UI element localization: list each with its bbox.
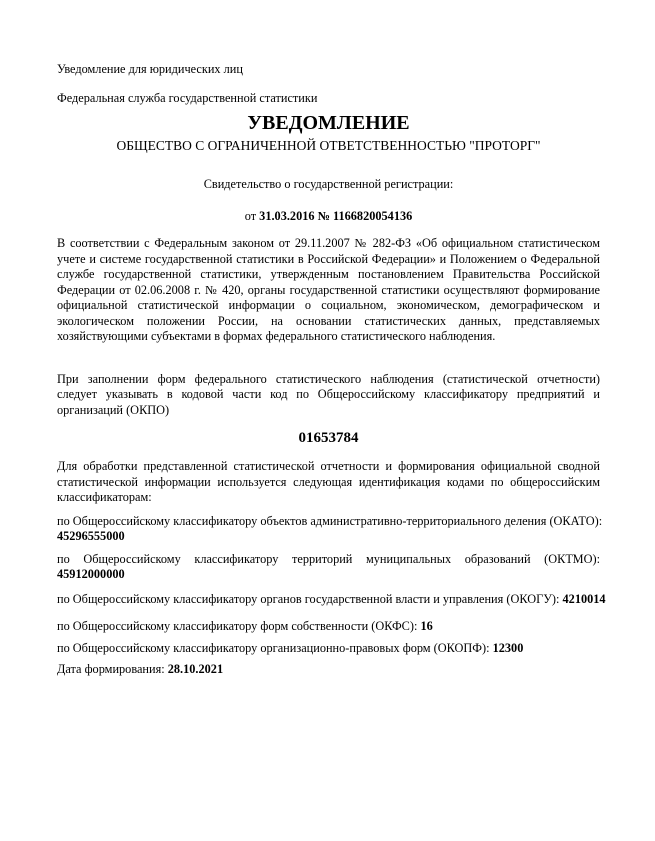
audience-note: Уведомление для юридических лиц — [57, 62, 243, 76]
classifier-okopf-value: 12300 — [492, 640, 524, 655]
classifier-okato-label: по Общероссийскому классификатору объектов административно-территориального деления (ОКАТО): — [57, 513, 603, 528]
classifier-okato — [57, 513, 603, 545]
registration-value: 31.03.2016 № 1166820054136 — [259, 208, 413, 223]
formation-date-value: 28.10.2021 — [167, 662, 224, 676]
classifier-oktmo-value: 45912000000 — [57, 567, 125, 581]
document-title: УВЕДОМЛЕНИЕ — [247, 112, 410, 134]
classifier-oktmo-label: по Общероссийскому классификатору территорий муниципальных образований (ОКТМО): — [57, 551, 600, 566]
classifier-okfs-value: 16 — [420, 619, 433, 633]
classifier-okogu — [57, 591, 606, 608]
registration-prefix: от — [244, 208, 257, 223]
formation-date — [57, 662, 600, 678]
formation-date-label: Дата формирования: — [57, 662, 165, 676]
classifier-okopf-label: по Общероссийскому классификатору организационно-правовых форм (ОКОПФ): — [57, 640, 490, 655]
okpo-instruction-paragraph: При заполнении форм федерального статистического наблюдения (статистической отчетности) следует указывать в кодовой части код по Общероссийскому классификатору предприятий и организаций (ОКПО) — [57, 371, 600, 417]
classifier-okfs — [57, 619, 600, 635]
registration-date-number — [57, 209, 600, 225]
classifier-okogu-value: 4210014 — [562, 591, 606, 606]
classifier-okfs-label: по Общероссийскому классификатору форм собственности (ОКФС): — [57, 619, 418, 633]
legal-basis-paragraph: В соответствии с Федеральным законом от 29.11.2007 № 282-ФЗ «Об официальном статистическом учете и системе государственной статистики в Российской Федерации» и Положением о Федеральной службе государственной статистики, утвержденным постановлением Правительства Российской Федерации от 02.06.2008 г. № 420, органы государственной статистики осуществляют формирование официальной статистической информации о социальном, экономическом, демографическом и экологическом положении России, на основании статистических данных, представляемых хозяйствующими субъектами в формах федерального статистического наблюдения. — [57, 236, 600, 343]
classifier-okato-value: 45296555000 — [57, 529, 125, 543]
registration-heading: Свидетельство о государственной регистрации: — [203, 177, 454, 191]
agency-name: Федеральная служба государственной статистики — [57, 90, 318, 105]
okpo-code: 01653784 — [298, 430, 359, 446]
classifier-okopf — [57, 641, 600, 657]
classifier-oktmo — [57, 552, 600, 583]
identification-intro-paragraph: Для обработки представленной статистической отчетности и формирования официальной сводной статистической информации используется следующая идентификация кодами по общероссийским классификаторам: — [57, 459, 600, 504]
classifier-okogu-label: по Общероссийскому классификатору органов государственной власти и управления (ОКОГУ): — [57, 591, 560, 606]
organization-name: ОБЩЕСТВО С ОГРАНИЧЕННОЙ ОТВЕТСТВЕННОСТЬЮ "ПРОТОРГ" — [116, 138, 541, 153]
